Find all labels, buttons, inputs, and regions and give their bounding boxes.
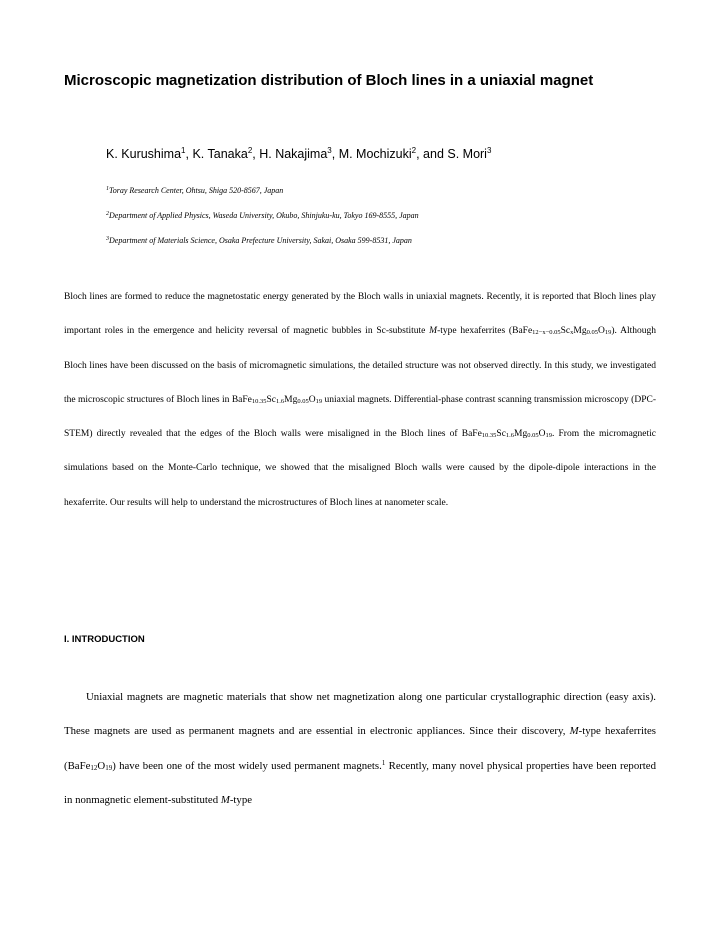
affiliation bbox=[106, 186, 283, 195]
author-affiliation-mark: 1 bbox=[181, 146, 186, 155]
affiliation-number: 3 bbox=[106, 236, 109, 242]
intro-text: -type hexaferrites ( bbox=[64, 725, 656, 772]
abstract bbox=[64, 280, 656, 520]
affiliation bbox=[106, 236, 412, 245]
reference-mark: 1 bbox=[381, 758, 386, 767]
author-name: S. Mori bbox=[447, 147, 487, 161]
formula-subscript: 19 bbox=[545, 432, 552, 440]
affiliation-number: 2 bbox=[106, 211, 109, 217]
formula-part: O bbox=[308, 394, 316, 405]
abstract-text: -type hexaferrites ( bbox=[437, 326, 513, 337]
abstract-text: . From the micromagnetic simulations based on the Monte-Carlo technique, we showed that the misaligned Bloch walls were caused by the dipole-dipole interactions in the hexaferrite. Our results will help to understand the microstructures of Bloch lines at nanometer scale. bbox=[64, 429, 657, 508]
formula-subscript: x bbox=[570, 329, 574, 337]
author-affiliation-mark: 2 bbox=[411, 146, 417, 155]
formula-part: Mg bbox=[284, 394, 298, 405]
author-separator: , and bbox=[416, 147, 448, 161]
author-name: K. Kurushima bbox=[106, 147, 182, 161]
formula-subscript: 12−x−0.05 bbox=[532, 329, 561, 337]
introduction-paragraph bbox=[64, 680, 656, 817]
formula-part: BaFe bbox=[512, 326, 533, 337]
formula-part: O bbox=[97, 759, 106, 772]
affiliation-text: Department of Applied Physics, Waseda University, Okubo, Shinjuku-ku, Tokyo 169-8555, Japan bbox=[109, 211, 419, 220]
affiliation bbox=[106, 211, 419, 220]
paper-title: Microscopic magnetization distribution of Bloch lines in a uniaxial magnet bbox=[64, 72, 594, 89]
abstract-text: Bloch lines are formed to reduce the magnetostatic energy generated by the Bloch walls in uniaxial magnets. Recently, it is reported that Bloch lines play important roles in the emergence and helicity reversal of magnetic bubbles in Sc-substitute bbox=[64, 292, 656, 337]
formula-subscript: 0.05 bbox=[586, 329, 598, 337]
formula-part: Mg bbox=[514, 429, 528, 440]
italic-m: M bbox=[429, 326, 438, 337]
author-separator: , bbox=[331, 147, 339, 161]
formula-subscript: 1.6 bbox=[505, 432, 515, 440]
author-separator: , bbox=[252, 147, 260, 161]
section-heading: I. INTRODUCTION bbox=[64, 634, 145, 645]
formula-part: BaFe bbox=[231, 394, 252, 405]
formula-subscript: 19 bbox=[604, 329, 612, 337]
abstract-text: ). Although Bloch lines have been discussed on the basis of micromagnetic simulations, the detailed structure was not observed directly. In this study, we investigated the microscopic structures of Bloch lines in bbox=[64, 326, 656, 405]
affiliation-text: Department of Materials Science, Osaka Prefecture University, Sakai, Osaka 599-8531, Japan bbox=[109, 236, 412, 245]
chemical-formula bbox=[68, 760, 113, 772]
formula-subscript: 0.05 bbox=[527, 432, 539, 440]
italic-m: M bbox=[569, 725, 579, 738]
affiliation-number: 1 bbox=[106, 186, 109, 192]
author-affiliation-mark: 2 bbox=[247, 146, 253, 155]
author-separator: , bbox=[185, 147, 193, 161]
formula-part: BaFe bbox=[461, 429, 482, 440]
formula-subscript: 10.35 bbox=[481, 432, 497, 440]
intro-text: Recently, many novel physical properties have been reported in nonmagnetic element-substituted bbox=[64, 759, 657, 806]
author-name: H. Nakajima bbox=[259, 147, 328, 161]
formula-part: Sc bbox=[266, 394, 277, 405]
author-affiliation-mark: 3 bbox=[327, 146, 332, 155]
formula-subscript: 1.6 bbox=[276, 397, 285, 405]
author-name: K. Tanaka bbox=[192, 147, 248, 161]
intro-text: Uniaxial magnets are magnetic materials that show net magnetization along one particular crystallographic direction (easy axis). These magnets are used as permanent magnets and are essential in electronic appliances. Since their discovery, bbox=[64, 691, 656, 738]
chemical-formula bbox=[512, 326, 611, 336]
formula-subscript: 0.05 bbox=[297, 397, 309, 405]
author-affiliation-mark: 3 bbox=[486, 146, 492, 155]
intro-text: ) have been one of the most widely used permanent magnets. bbox=[112, 759, 382, 772]
formula-part: Sc bbox=[496, 429, 506, 440]
formula-part: BaFe bbox=[67, 759, 91, 772]
formula-subscript: 10.35 bbox=[251, 397, 267, 405]
formula-subscript: 19 bbox=[105, 763, 113, 772]
formula-part: Sc bbox=[560, 326, 571, 337]
chemical-formula bbox=[462, 429, 552, 439]
formula-part: Mg bbox=[573, 326, 587, 337]
author-name: M. Mochizuki bbox=[338, 147, 412, 161]
italic-m: M bbox=[220, 793, 230, 806]
formula-subscript: 12 bbox=[90, 763, 98, 772]
intro-text: -type bbox=[229, 793, 253, 806]
formula-part: O bbox=[538, 429, 546, 440]
author-list bbox=[106, 147, 491, 161]
formula-subscript: 19 bbox=[315, 397, 323, 405]
chemical-formula bbox=[232, 395, 322, 405]
formula-part: O bbox=[597, 326, 605, 337]
affiliation-text: Toray Research Center, Ohtsu, Shiga 520-8567, Japan bbox=[109, 186, 284, 195]
abstract-text: uniaxial magnets. Differential-phase contrast scanning transmission microscopy (DPC-STEM) directly revealed that the edges of the Bloch walls were misaligned in the Bloch lines of bbox=[64, 394, 656, 440]
